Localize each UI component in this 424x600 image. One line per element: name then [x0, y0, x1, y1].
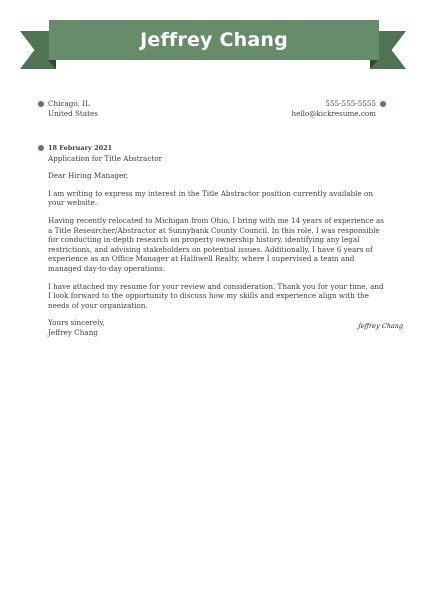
- email: hello@kickresume.com: [291, 109, 376, 118]
- city: Chicago, IL: [48, 99, 90, 108]
- handwritten-signature: Jeffrey Chang: [357, 322, 404, 330]
- country: United States: [48, 109, 98, 118]
- header-banner: [0, 0, 424, 80]
- letter-date: 18 February 2021: [48, 144, 113, 152]
- phone: 555-555-5555: [325, 99, 376, 108]
- paragraph: I am writing to express my interest in the Title Abstractor position currently available on your website.: [48, 188, 373, 208]
- closing-name: Jeffrey Chang: [48, 327, 98, 337]
- contact-address: [38, 99, 98, 119]
- bullet-dot-icon: [38, 145, 44, 151]
- contact-details: [291, 99, 386, 119]
- letter-body: [38, 144, 388, 338]
- greeting: Dear Hiring Manager,: [48, 171, 129, 181]
- banner-main: [49, 20, 379, 60]
- applicant-name: Jeffrey Chang: [140, 29, 288, 51]
- paragraph: I have attached my resume for your review and consideration. Thank you for your time, and I look forward to the opportunity to discuss how my skills and experience align with the needs of your organization.: [48, 281, 384, 310]
- closing: Yours sincerely,: [48, 318, 105, 328]
- paragraph: Having recently relocated to Michigan from Ohio, I bring with me 14 years of experience as a Title Researcher/Abstractor at Sunnybank County Council. In this role, I was responsible for conducting in-depth research on property ownership history, identifying any legal restrictions, and advising stakeholders on potential issues. Additionally, I have 6 years of experience as an Office Manager at Halliwell Realty, where I supervised a team and managed day-to-day operations.: [48, 215, 384, 273]
- letter-subject: Application for Title Abstractor: [48, 153, 163, 163]
- bullet-dot-icon: [38, 101, 44, 107]
- bullet-dot-icon: [380, 101, 386, 107]
